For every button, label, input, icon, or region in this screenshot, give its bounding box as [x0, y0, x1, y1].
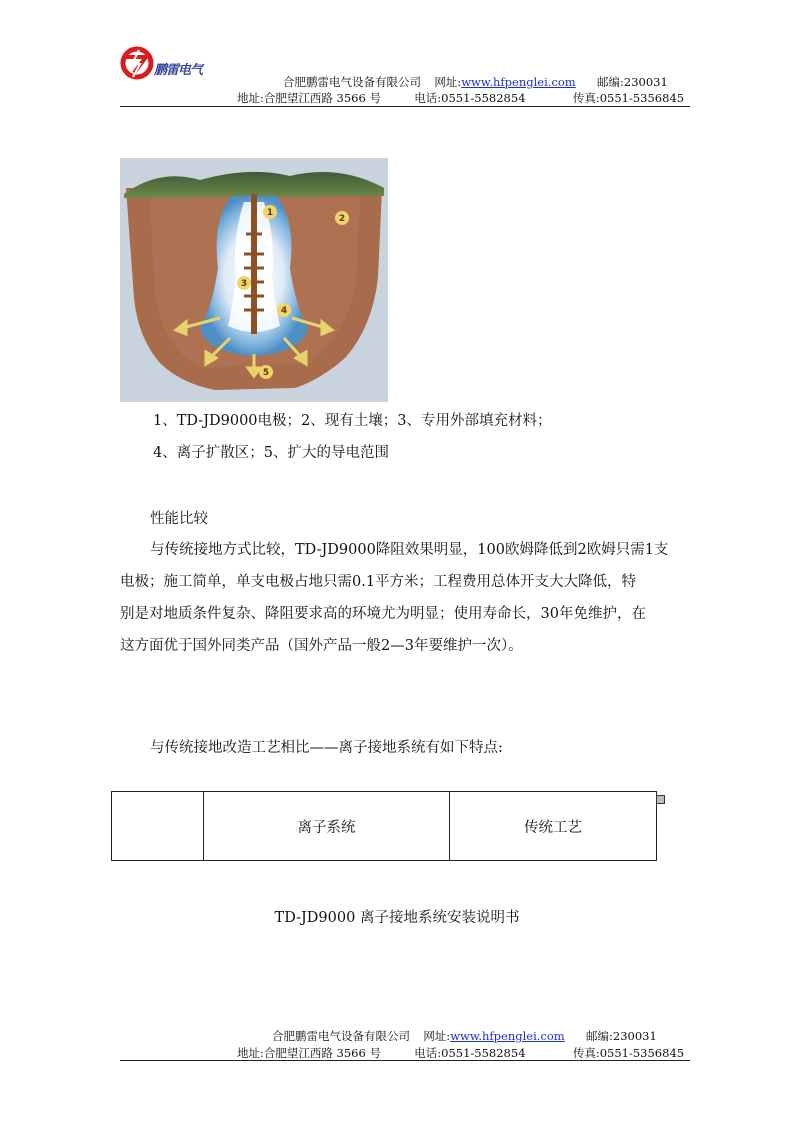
electrode-diagram: [120, 158, 388, 402]
footer-phone: 0551-5582854: [441, 1046, 526, 1060]
comparison-table: [111, 791, 657, 861]
header-rule: [120, 106, 690, 107]
footer-address: 合肥望江西路 3566 号: [263, 1046, 381, 1060]
header-address: 合肥望江西路 3566 号: [263, 91, 381, 105]
marker-4: 4: [280, 306, 288, 316]
logo-emblem-icon: [120, 46, 154, 80]
table-header-ion-system: 离子系统: [204, 792, 450, 861]
document-title: TD-JD9000 离子接地系统安装说明书: [274, 910, 520, 926]
header-website-link[interactable]: www.hfpenglei.com: [461, 75, 576, 89]
footer-website-label: 网址:: [423, 1029, 451, 1043]
footer-postcode: 230031: [612, 1029, 657, 1043]
footer-fax-label: 传真:: [572, 1046, 600, 1060]
electrode-illustration: [120, 158, 388, 402]
header-fax: 0551-5356845: [599, 91, 685, 105]
header: [0, 0, 794, 110]
header-website-label: 网址:: [434, 75, 462, 89]
marker-5: 5: [262, 368, 270, 378]
header-line-2: [237, 90, 684, 106]
footer-line-1: [272, 1028, 657, 1044]
header-line-1: [283, 74, 668, 90]
footer: [0, 1020, 794, 1080]
table-header-row: [112, 792, 657, 861]
footer-phone-label: 电话:: [414, 1046, 442, 1060]
table-move-handle-icon[interactable]: [656, 795, 665, 804]
paragraph-line-4: 这方面优于国外同类产品（国外产品一般2—3年要维护一次）。: [120, 638, 523, 654]
header-fax-label: 传真:: [572, 91, 600, 105]
header-postcode: 230031: [623, 75, 668, 89]
footer-address-label: 地址:: [237, 1046, 264, 1060]
marker-2: 2: [338, 214, 346, 224]
marker-1: 1: [266, 208, 274, 218]
footer-postcode-label: 邮编:: [586, 1029, 613, 1043]
paragraph-line-2: 电极；施工简单，单支电极占地只需0.1平方米；工程费用总体开支大大降低，特: [120, 574, 637, 590]
comparison-intro: 与传统接地改造工艺相比——离子接地系统有如下特点:: [150, 740, 503, 756]
header-phone: 0551-5582854: [441, 91, 526, 105]
footer-company: 合肥鹏雷电气设备有限公司: [272, 1029, 410, 1043]
header-postcode-label: 邮编:: [597, 75, 624, 89]
figure-caption-line-2: 4、离子扩散区；5、扩大的导电范围: [153, 445, 389, 461]
paragraph-line-3: 别是对地质条件复杂、降阻要求高的环境尤为明显；使用寿命长，30年免维护，在: [120, 606, 646, 622]
footer-fax: 0551-5356845: [599, 1046, 685, 1060]
footer-rule: [120, 1060, 690, 1061]
header-company: 合肥鹏雷电气设备有限公司: [283, 75, 421, 89]
figure-caption-line-1: 1、TD-JD9000电极；2、现有土壤；3、专用外部填充材料；: [153, 413, 552, 429]
table-header-blank: [112, 792, 204, 861]
paragraph-line-1: 与传统接地方式比较，TD-JD9000降阻效果明显，100欧姆降低到2欧姆只需1支: [150, 542, 669, 558]
header-phone-label: 电话:: [414, 91, 442, 105]
table-header-traditional: 传统工艺: [450, 792, 657, 861]
footer-line-2: [237, 1045, 684, 1061]
header-address-label: 地址:: [237, 91, 264, 105]
marker-3: 3: [240, 279, 248, 289]
section-heading: 性能比较: [150, 511, 208, 527]
logo-text: 鹏雷电气: [154, 63, 203, 78]
footer-website-link[interactable]: www.hfpenglei.com: [450, 1029, 565, 1043]
company-logo: [120, 46, 215, 82]
